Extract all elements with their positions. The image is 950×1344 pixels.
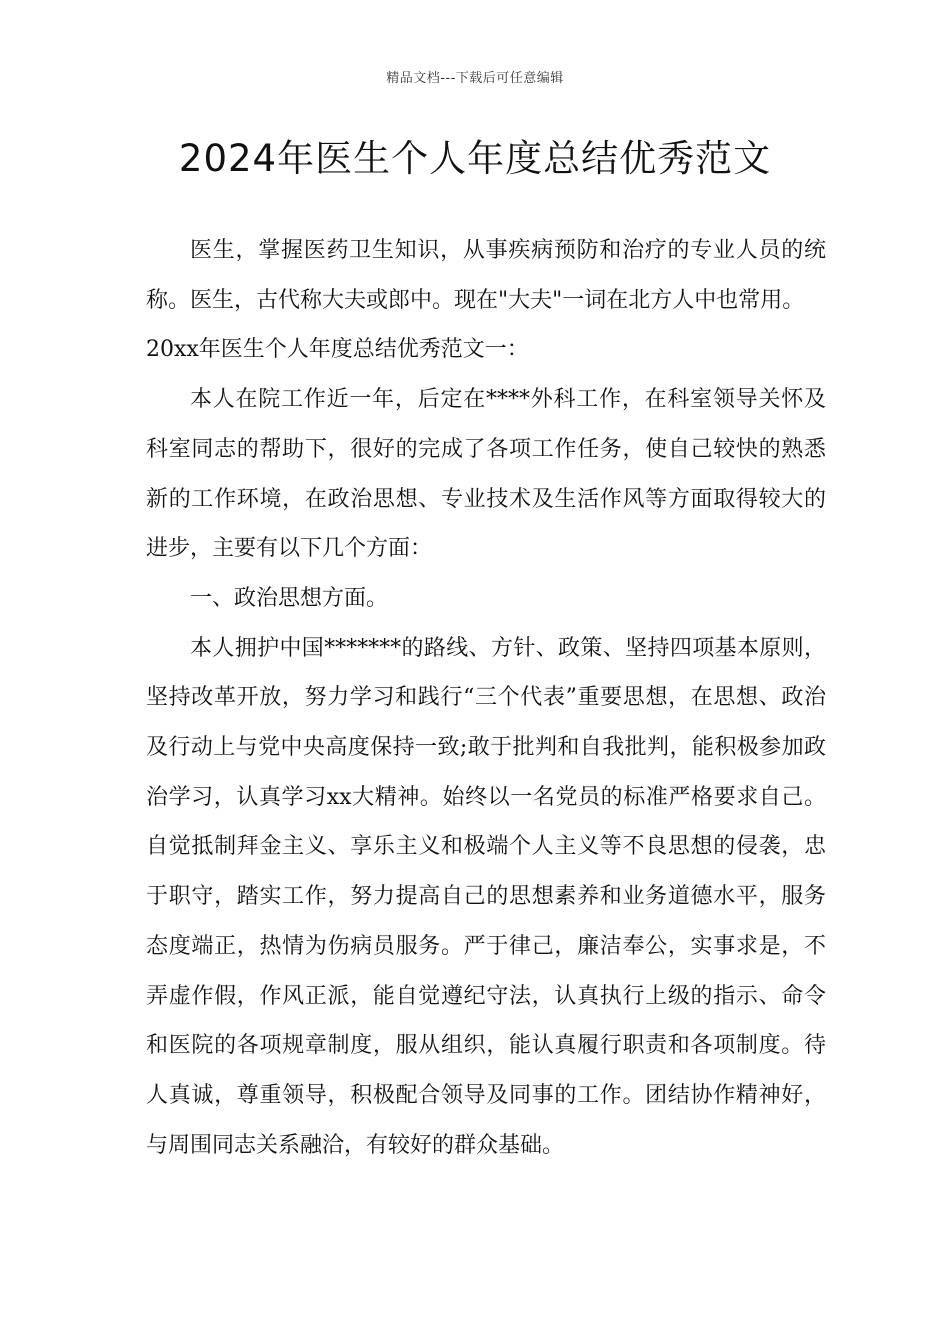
document-body — [146, 226, 826, 1170]
header-note: 精品文档---下载后可任意编辑 — [386, 71, 564, 86]
section-heading: 20xx年医生个人年度总结优秀范文一： — [146, 337, 529, 363]
paragraph-overview: 本人在院工作近一年，后定在****外科工作，在科室领导关怀及科室同志的帮助下，很好的完成了各项工作任务，使自己较快的熟悉新的工作环境，在政治思想、专业技术及生活作风等方面取得较大的进步，主要有以下几个方面： — [146, 387, 826, 562]
paragraph-intro: 医生，掌握医药卫生知识，从事疾病预防和治疗的专业人员的统称。医生，古代称大夫或郎中。现在"大夫"一词在北方人中也常用。 — [146, 238, 826, 313]
subsection-heading: 一、政治思想方面。 — [190, 585, 389, 611]
paragraph-political: 本人拥护中国*******的路线、方针、政策、坚持四项基本原则，坚持改革开放，努力学习和践行“三个代表”重要思想，在思想、政治及行动上与党中央高度保持一致;敢于批判和自我批判，能积极参加政治学习，认真学习xx大精神。始终以一名党员的标准严格要求自己。自觉抵制拜金主义、享乐主义和极端个人主义等不良思想的侵袭，忠于职守，踏实工作，努力提高自己的思想素养和业务道德水平，服务态度端正，热情为伤病员服务。严于律己，廉洁奉公，实事求是，不弄虚作假，作风正派，能自觉遵纪守法，认真执行上级的指示、命令和医院的各项规章制度，服从组织，能认真履行职责和各项制度。待人真诚，尊重领导，积极配合领导及同事的工作。团结协作精神好，与周围同志关系融洽，有较好的群众基础。 — [146, 635, 826, 1158]
document-title: 2024年医生个人年度总结优秀范文 — [178, 137, 772, 180]
